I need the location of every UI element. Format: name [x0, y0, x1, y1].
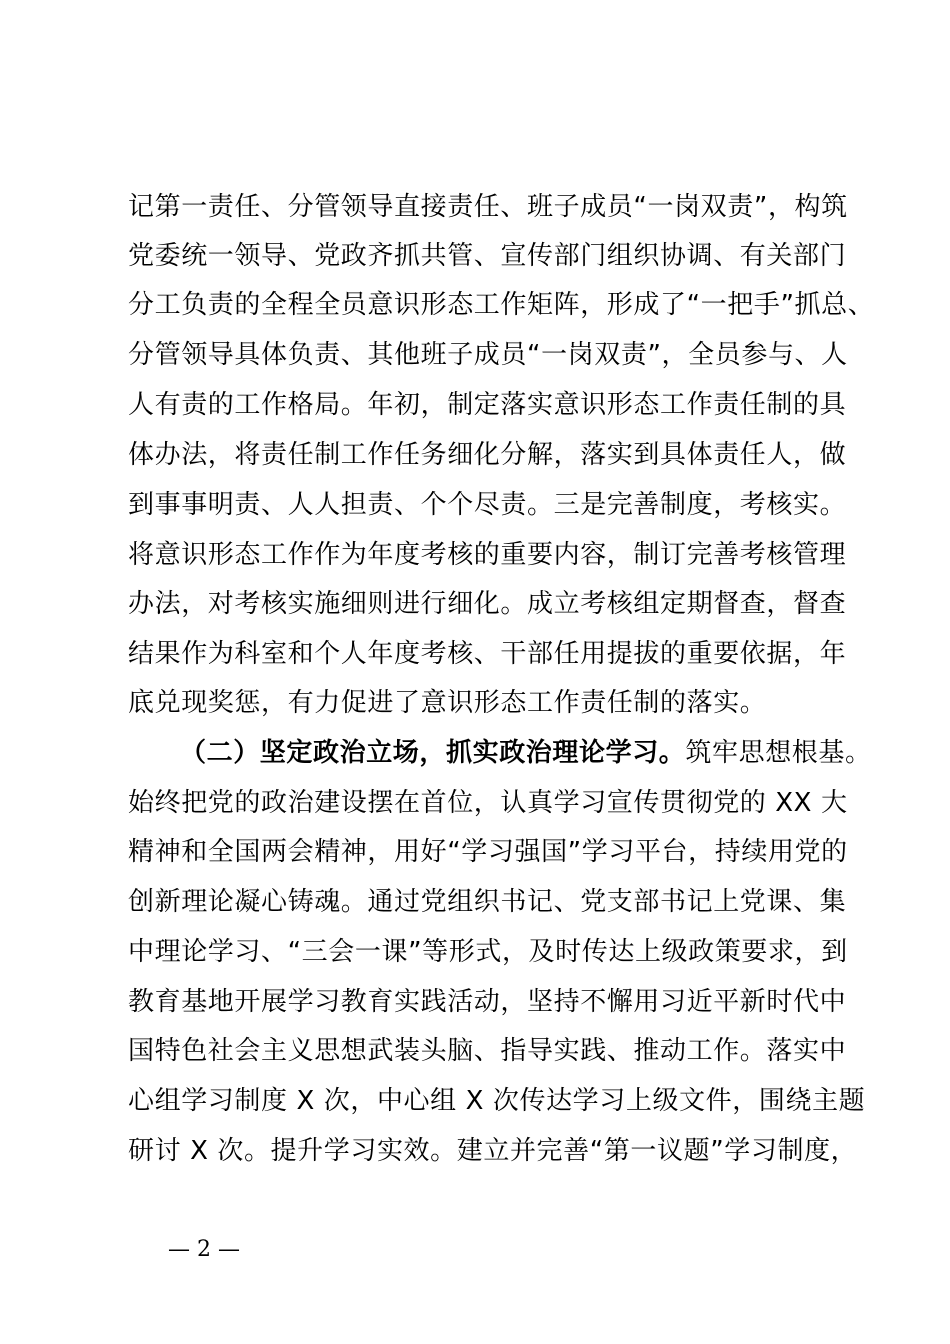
paragraph-line: 精神和全国两会精神，用好“学习强国”学习平台，持续用党的 — [128, 837, 848, 867]
paragraph-line: 国特色社会主义思想武装头脑、指导实践、推动工作。落实中 — [128, 1036, 847, 1066]
paragraph-line: 创新理论凝心铸魂。通过党组织书记、党支部书记上党课、集 — [128, 887, 847, 917]
paragraph-line: 底兑现奖惩，有力促进了意识形态工作责任制的落实。 — [128, 688, 767, 718]
paragraph-line: 将意识形态工作作为年度考核的重要内容，制订完善考核管理 — [128, 540, 847, 570]
paragraph-line: 心组学习制度 X 次，中心组 X 次传达学习上级文件，围绕主题 — [128, 1086, 866, 1116]
paragraph-line: 体办法，将责任制工作任务细化分解，落实到具体责任人，做 — [128, 440, 847, 470]
paragraph-line: 记第一责任、分管领导直接责任、班子成员“一岗双责”，构筑 — [128, 192, 848, 222]
paragraph-line: 结果作为科室和个人年度考核、干部任用提拔的重要依据，年 — [128, 639, 847, 669]
paragraph-line: 党委统一领导、党政齐抓共管、宣传部门组织协调、有关部门 — [128, 241, 847, 271]
paragraph-line: 研讨 X 次。提升学习实效。建立并完善“第一议题”学习制度， — [128, 1136, 858, 1166]
section-heading-line — [180, 738, 872, 768]
paragraph-line: 分管领导具体负责、其他班子成员“一岗双责”，全员参与、人 — [128, 340, 848, 370]
paragraph-line: 教育基地开展学习教育实践活动，坚持不懈用习近平新时代中 — [128, 987, 847, 1017]
page-number: — 2 — — [168, 1237, 240, 1262]
section-heading: （二）坚定政治立场，抓实政治理论学习。 — [180, 738, 686, 768]
paragraph-line: 人有责的工作格局。年初，制定落实意识形态工作责任制的具 — [128, 390, 847, 420]
section-heading-tail: 筑牢思想根基。 — [685, 738, 872, 768]
paragraph-line: 始终把党的政治建设摆在首位，认真学习宣传贯彻党的 XX 大 — [128, 788, 848, 818]
paragraph-line: 办法，对考核实施细则进行细化。成立考核组定期督查，督查 — [128, 589, 847, 619]
paragraph-line: 到事事明责、人人担责、个个尽责。三是完善制度，考核实。 — [128, 490, 847, 520]
paragraph-line: 分工负责的全程全员意识形态工作矩阵，形成了“一把手”抓总、 — [128, 290, 875, 320]
paragraph-line: 中理论学习、“三会一课”等形式，及时传达上级政策要求，到 — [128, 937, 848, 967]
